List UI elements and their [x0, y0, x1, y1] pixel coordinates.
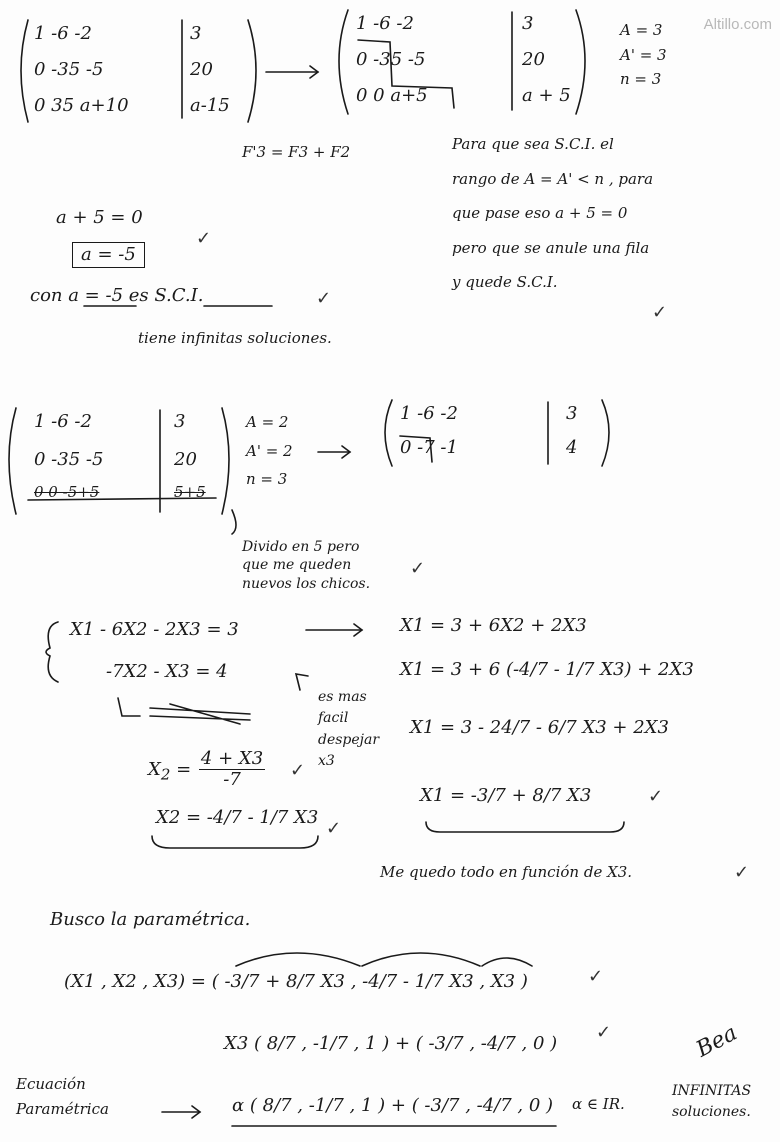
check-mark: ✓	[596, 1022, 612, 1043]
explanation-line: pero que se anule una fila	[452, 238, 650, 257]
matrix-b-row: 1 -6 -2	[356, 13, 414, 34]
label-line: Ecuación	[16, 1075, 86, 1093]
matrix-b	[356, 14, 428, 105]
check-mark: ✓	[326, 818, 342, 839]
note-line: soluciones.	[672, 1104, 751, 1121]
matrix-b-row: 0 0 a+5	[356, 84, 428, 106]
x2-denominator: -7	[223, 769, 241, 790]
check-mark: ✓	[290, 760, 306, 781]
explanation-line: rango de A = A' < n , para	[452, 169, 654, 188]
x2-numerator: 4 + X3	[200, 748, 264, 769]
infinite-solutions-final	[672, 1084, 751, 1121]
x2-final: X2 = -4/7 - 1/7 X3	[156, 807, 319, 828]
explanation-line: que pase eso a + 5 = 0	[452, 204, 628, 222]
rank-n: n = 3	[246, 470, 288, 488]
rank-a: A = 3	[620, 21, 663, 39]
rank-n: n = 3	[620, 70, 662, 88]
matrix-c-rhs	[174, 412, 206, 500]
matrix-c	[34, 412, 103, 500]
ranks-1	[620, 22, 667, 88]
parametric-line2: X3 ( 8/7 , -1/7 , 1 ) + ( -3/7 , -4/7 , 0 )	[224, 1033, 558, 1054]
rank-a: A = 2	[246, 413, 289, 431]
check-mark: ✓	[196, 228, 212, 249]
system-eq2: -7X2 - X3 = 4	[106, 661, 228, 682]
boxed-result: a = -5	[72, 242, 145, 268]
row-operation: F'3 = F3 + F2	[242, 143, 351, 161]
signature: Bea	[692, 1020, 742, 1063]
matrix-c-row: 1 -6 -2	[34, 411, 92, 432]
x1-line4: X1 = -3/7 + 8/7 X3	[420, 785, 592, 806]
explanation-line: y quede S.C.I.	[452, 273, 558, 291]
check-mark: ✓	[588, 966, 604, 987]
note-line: x3	[318, 753, 335, 770]
matrix-a-row: 1 -6 -2	[34, 23, 92, 44]
x2-solution: $X_2$ = $\frac{4 + X3}{-7}$	[148, 748, 264, 790]
struck-row: 0 0 -5+5	[34, 482, 100, 501]
note-line: nuevos los chicos.	[242, 575, 371, 592]
equation-label	[16, 1076, 109, 1117]
rank-a-prime: A' = 2	[246, 441, 293, 460]
struck-rhs: 5+5	[174, 482, 206, 501]
parametric-line1: (X1 , X2 , X3) = ( -3/7 + 8/7 X3 , -4/7 - 1/7 X3 , X3 )	[64, 971, 528, 992]
rhs-value: 4	[566, 436, 578, 458]
note-line: que me queden	[242, 557, 352, 574]
equation-a-plus-5: a + 5 = 0	[56, 207, 143, 228]
alpha-domain: α ∈ IR.	[572, 1095, 625, 1113]
conclusion-sci: con a = -5 es S.C.I.	[30, 285, 204, 306]
reduced-matrix-rhs	[566, 404, 577, 458]
matrix-b-row: 0 -35 -5	[356, 48, 426, 70]
x2-fraction	[199, 750, 265, 789]
explanation-line: Para que sea S.C.I. el	[452, 135, 614, 153]
label-line: Paramétrica	[16, 1099, 109, 1118]
matrix-a	[34, 24, 129, 115]
x1-line3: X1 = 3 - 24/7 - 6/7 X3 + 2X3	[410, 717, 669, 738]
divide-note	[242, 540, 370, 592]
reduced-matrix	[400, 404, 458, 458]
matrix-b-rhs	[522, 14, 571, 105]
check-mark: ✓	[648, 786, 664, 807]
matrix-a-row: 0 35 a+10	[34, 94, 129, 116]
matrix-c-row: 0 -35 -5	[34, 448, 104, 470]
system-eq1: X1 - 6X2 - 2X3 = 3	[70, 619, 239, 640]
rhs-value: a-15	[190, 94, 230, 116]
matrix-a-row: 0 -35 -5	[34, 58, 104, 80]
rhs-value: 3	[566, 403, 578, 424]
x1-line1: X1 = 3 + 6X2 + 2X3	[400, 615, 587, 636]
explanation-text	[452, 136, 653, 291]
reduced-row: 1 -6 -2	[400, 403, 458, 424]
matrix-a-rhs	[190, 24, 230, 115]
check-mark: ✓	[410, 558, 426, 579]
note-line: es mas	[318, 689, 367, 705]
parametric-final: α ( 8/7 , -1/7 , 1 ) + ( -3/7 , -4/7 , 0 )	[232, 1095, 554, 1116]
reduced-row: 0 -7 -1	[400, 436, 458, 458]
rhs-value: 3	[190, 23, 202, 44]
note-line: Divido en 5 pero	[242, 539, 360, 555]
rhs-value: 20	[522, 48, 545, 70]
note-line: despejar	[318, 731, 380, 748]
watermark: Altillo.com	[703, 16, 772, 33]
check-mark: ✓	[652, 302, 668, 323]
infinite-solutions-note: tiene infinitas soluciones.	[138, 329, 332, 347]
side-note	[318, 690, 379, 770]
rhs-value: a + 5	[522, 84, 571, 106]
check-mark: ✓	[316, 288, 332, 309]
rhs-value: 20	[190, 58, 213, 80]
check-mark: ✓	[734, 862, 750, 883]
function-note: Me quedo todo en función de X3.	[380, 863, 633, 881]
ranks-2	[246, 414, 293, 488]
parametric-title: Busco la paramétrica.	[50, 909, 251, 930]
rhs-value: 3	[174, 411, 186, 432]
rhs-value: 20	[174, 448, 197, 470]
note-line: facil	[318, 710, 349, 727]
rhs-value: 3	[522, 13, 534, 34]
note-line: INFINITAS	[672, 1083, 752, 1099]
rank-a-prime: A' = 3	[620, 45, 667, 64]
x1-line2: X1 = 3 + 6 (-4/7 - 1/7 X3) + 2X3	[400, 659, 694, 680]
